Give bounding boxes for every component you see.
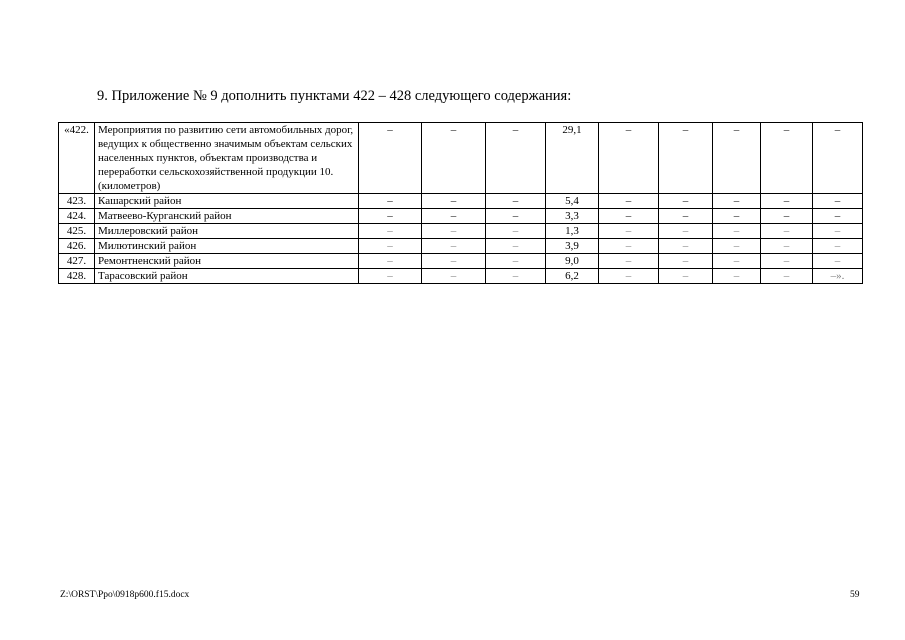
value-cell: – bbox=[359, 194, 422, 209]
value-cell: – bbox=[813, 123, 863, 194]
row-number-cell: 425. bbox=[59, 224, 95, 239]
value-cell: – bbox=[486, 254, 546, 269]
value-cell: 29,1 bbox=[546, 123, 599, 194]
value-cell: – bbox=[713, 269, 761, 284]
value-cell: – bbox=[486, 194, 546, 209]
value-cell: – bbox=[359, 254, 422, 269]
value-cell: 1,3 bbox=[546, 224, 599, 239]
value-cell: – bbox=[813, 239, 863, 254]
value-cell: – bbox=[599, 254, 659, 269]
value-cell: – bbox=[813, 209, 863, 224]
value-cell: – bbox=[813, 254, 863, 269]
value-cell: – bbox=[713, 123, 761, 194]
value-cell: – bbox=[713, 194, 761, 209]
value-cell: – bbox=[659, 224, 713, 239]
table-row bbox=[59, 224, 863, 239]
value-cell: – bbox=[761, 224, 813, 239]
value-cell: – bbox=[422, 239, 486, 254]
row-name-cell: Ремонтненский район bbox=[95, 254, 359, 269]
value-cell: – bbox=[359, 224, 422, 239]
value-cell: – bbox=[486, 224, 546, 239]
row-number-cell: «422. bbox=[59, 123, 95, 194]
value-cell: – bbox=[486, 239, 546, 254]
table-row bbox=[59, 209, 863, 224]
value-cell: – bbox=[486, 269, 546, 284]
value-cell: – bbox=[713, 254, 761, 269]
value-cell: – bbox=[713, 209, 761, 224]
value-cell: – bbox=[422, 269, 486, 284]
value-cell: – bbox=[359, 123, 422, 194]
value-cell: – bbox=[599, 269, 659, 284]
value-cell: – bbox=[599, 194, 659, 209]
row-name-cell: Матвеево-Курганский район bbox=[95, 209, 359, 224]
value-cell: – bbox=[599, 239, 659, 254]
value-cell: – bbox=[422, 209, 486, 224]
table-row bbox=[59, 269, 863, 284]
value-cell: – bbox=[422, 254, 486, 269]
value-cell: 6,2 bbox=[546, 269, 599, 284]
value-cell: – bbox=[599, 224, 659, 239]
value-cell: – bbox=[659, 239, 713, 254]
table-row bbox=[59, 123, 863, 194]
table-row bbox=[59, 239, 863, 254]
row-number-cell: 423. bbox=[59, 194, 95, 209]
value-cell: – bbox=[659, 209, 713, 224]
value-cell: – bbox=[599, 209, 659, 224]
value-cell: – bbox=[359, 269, 422, 284]
value-cell: – bbox=[359, 209, 422, 224]
value-cell: 3,9 bbox=[546, 239, 599, 254]
value-cell: – bbox=[813, 224, 863, 239]
value-cell: 5,4 bbox=[546, 194, 599, 209]
row-name-cell: Миллеровский район bbox=[95, 224, 359, 239]
file-path: Z:\ORST\Ppo\0918p600.f15.docx bbox=[60, 590, 190, 600]
row-name-cell: Кашарский район bbox=[95, 194, 359, 209]
row-name-cell: Тарасовский район bbox=[95, 269, 359, 284]
value-cell: – bbox=[761, 269, 813, 284]
row-name-cell: Мероприятия по развитию сети автомобильных дорог, ведущих к общественно значимым объектам сельских населенных пунктов, объектам производства и переработки сельскохозяйственной продукции 10. (километров) bbox=[95, 123, 359, 194]
row-number-cell: 428. bbox=[59, 269, 95, 284]
value-cell: – bbox=[761, 194, 813, 209]
table-row bbox=[59, 254, 863, 269]
value-cell: – bbox=[713, 224, 761, 239]
row-number-cell: 427. bbox=[59, 254, 95, 269]
table-row bbox=[59, 194, 863, 209]
value-cell: – bbox=[659, 123, 713, 194]
value-cell: – bbox=[713, 239, 761, 254]
value-cell: – bbox=[761, 239, 813, 254]
value-cell: – bbox=[761, 123, 813, 194]
row-name-cell: Милютинский район bbox=[95, 239, 359, 254]
row-number-cell: 426. bbox=[59, 239, 95, 254]
page-number: 59 bbox=[850, 590, 860, 600]
value-cell: – bbox=[599, 123, 659, 194]
value-cell: –». bbox=[813, 269, 863, 284]
value-cell: – bbox=[659, 254, 713, 269]
row-number-cell: 424. bbox=[59, 209, 95, 224]
value-cell: – bbox=[761, 209, 813, 224]
value-cell: – bbox=[422, 123, 486, 194]
value-cell: 9,0 bbox=[546, 254, 599, 269]
page-heading: 9. Приложение № 9 дополнить пунктами 422 – 428 следующего содержания: bbox=[97, 88, 572, 104]
value-cell: – bbox=[359, 239, 422, 254]
data-table bbox=[58, 122, 863, 284]
value-cell: – bbox=[813, 194, 863, 209]
value-cell: – bbox=[761, 254, 813, 269]
value-cell: – bbox=[422, 224, 486, 239]
value-cell: – bbox=[486, 123, 546, 194]
value-cell: – bbox=[659, 194, 713, 209]
value-cell: 3,3 bbox=[546, 209, 599, 224]
value-cell: – bbox=[659, 269, 713, 284]
value-cell: – bbox=[486, 209, 546, 224]
value-cell: – bbox=[422, 194, 486, 209]
